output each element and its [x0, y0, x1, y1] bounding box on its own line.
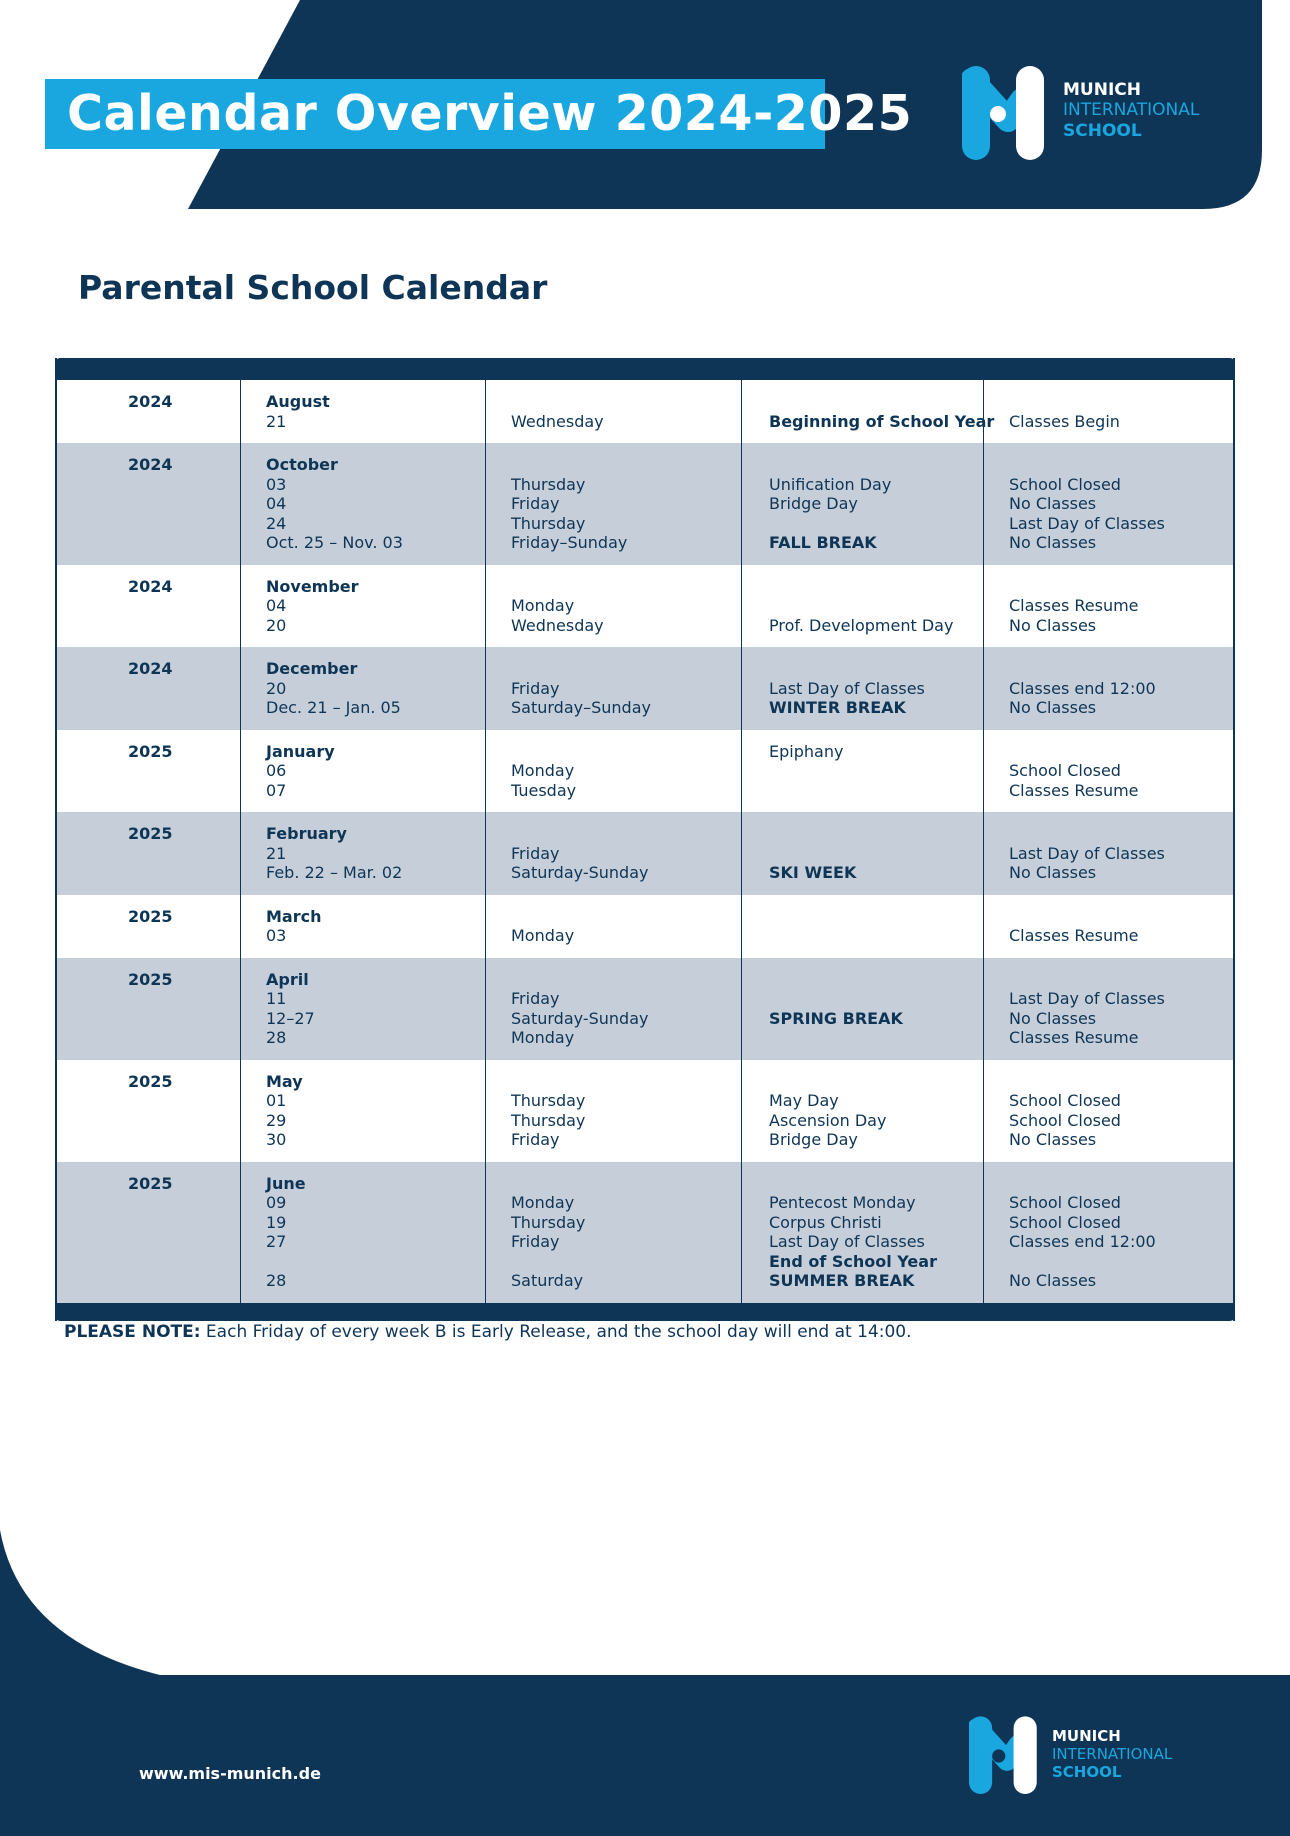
date-line: 12–27	[266, 1008, 315, 1028]
date-line: 11	[266, 989, 287, 1008]
logo-line-2: INTERNATIONAL	[1063, 100, 1200, 121]
status-line: School Closed	[1009, 1193, 1121, 1212]
status-line	[1009, 907, 1233, 927]
table-row	[57, 895, 1233, 958]
footer-logo-line-2: INTERNATIONAL	[1052, 1745, 1173, 1763]
event-line: WINTER BREAK	[769, 698, 906, 717]
date-line: Feb. 22 – Mar. 02	[266, 863, 403, 882]
event-line: Ascension Day	[769, 1110, 887, 1130]
table-row	[57, 730, 1233, 813]
weekday-line	[511, 1174, 741, 1194]
footer-background	[0, 1530, 1290, 1836]
date-line: 20	[266, 678, 287, 698]
year-cell: 2024	[128, 576, 173, 596]
event-line	[769, 1072, 983, 1092]
status-line: Classes Resume	[1009, 780, 1139, 800]
weekday-line: Friday–Sunday	[511, 533, 628, 552]
date-line: January	[266, 741, 335, 761]
table-row	[57, 443, 1233, 565]
event-cell	[741, 565, 983, 648]
event-line: FALL BREAK	[769, 533, 877, 552]
date-cell	[240, 730, 485, 813]
date-line: May	[266, 1071, 303, 1091]
date-line: December	[266, 659, 358, 678]
event-cell	[741, 443, 983, 565]
status-line	[1009, 1174, 1233, 1194]
weekday-line: Monday	[511, 761, 575, 780]
date-cell	[240, 958, 485, 1060]
status-line: School Closed	[1009, 761, 1121, 780]
footer-school-logo	[969, 1716, 1045, 1796]
table-top-bar	[55, 358, 1235, 380]
footer-logo-line-1: MUNICH	[1052, 1727, 1121, 1745]
date-line: 28	[266, 1028, 287, 1047]
weekday-cell	[485, 565, 741, 648]
weekday-line: Monday	[511, 926, 575, 945]
event-line: Bridge Day	[769, 1130, 858, 1149]
date-line: 20	[266, 615, 287, 635]
table-row	[57, 565, 1233, 648]
date-line: 03	[266, 474, 287, 494]
event-cell	[741, 730, 983, 813]
date-line: 09	[266, 1193, 287, 1212]
status-cell	[983, 1162, 1233, 1303]
status-cell	[983, 647, 1233, 730]
status-line: No Classes	[1009, 533, 1097, 552]
event-line	[769, 514, 983, 534]
status-line: School Closed	[1009, 1110, 1121, 1130]
year-cell: 2024	[128, 659, 173, 678]
status-line: No Classes	[1009, 698, 1097, 717]
event-line	[769, 844, 983, 864]
event-line: SKI WEEK	[769, 863, 857, 882]
date-line: 04	[266, 596, 287, 615]
weekday-line: Wednesday	[511, 615, 604, 635]
status-line: Classes end 12:00	[1009, 678, 1156, 698]
status-cell	[983, 812, 1233, 895]
weekday-line: Friday	[511, 843, 560, 863]
event-cell	[741, 1060, 983, 1162]
weekday-line: Monday	[511, 1028, 575, 1047]
table-row	[57, 647, 1233, 730]
weekday-line: Monday	[511, 596, 575, 615]
weekday-line	[511, 455, 741, 475]
event-cell	[741, 958, 983, 1060]
event-line	[769, 761, 983, 781]
weekday-line: Friday	[511, 494, 560, 513]
table-row	[57, 1162, 1233, 1303]
weekday-line: Friday	[511, 989, 560, 1008]
date-line: October	[266, 455, 338, 474]
event-line	[769, 824, 983, 844]
event-line	[769, 1028, 983, 1048]
weekday-cell	[485, 812, 741, 895]
status-line: Last Day of Classes	[1009, 843, 1165, 863]
status-cell	[983, 895, 1233, 958]
calendar-table	[55, 358, 1235, 1321]
status-line: No Classes	[1009, 1008, 1097, 1028]
event-cell	[741, 647, 983, 730]
status-line: School Closed	[1009, 474, 1121, 494]
event-line: Last Day of Classes	[769, 678, 925, 698]
weekday-cell	[485, 730, 741, 813]
weekday-cell	[485, 647, 741, 730]
calendar-rows	[57, 380, 1233, 1303]
weekday-cell	[485, 443, 741, 565]
note	[64, 1322, 912, 1342]
weekday-cell	[485, 380, 741, 443]
status-line: School Closed	[1009, 1212, 1121, 1232]
status-line: School Closed	[1009, 1091, 1121, 1110]
status-cell	[983, 730, 1233, 813]
status-line: No Classes	[1009, 1271, 1097, 1290]
status-line: No Classes	[1009, 494, 1097, 513]
date-line: 03	[266, 926, 287, 945]
status-line: Classes Resume	[1009, 926, 1139, 945]
weekday-line: Thursday	[511, 1212, 586, 1232]
status-cell	[983, 565, 1233, 648]
weekday-line	[511, 970, 741, 990]
weekday-line: Monday	[511, 1193, 575, 1212]
weekday-cell	[485, 1162, 741, 1303]
date-line: 29	[266, 1110, 287, 1130]
weekday-line	[511, 659, 741, 679]
event-line	[769, 926, 983, 946]
status-line	[1009, 392, 1233, 412]
status-line	[1009, 1252, 1233, 1272]
year-cell: 2025	[128, 1071, 173, 1091]
logo-wordmark	[1063, 80, 1199, 141]
year-cell: 2025	[128, 906, 173, 926]
year-cell: 2025	[128, 741, 173, 761]
status-cell	[983, 380, 1233, 443]
date-line: April	[266, 969, 309, 989]
weekday-line: Friday	[511, 678, 560, 698]
date-line: 28	[266, 1271, 287, 1290]
table-row	[57, 812, 1233, 895]
weekday-line: Saturday	[511, 1271, 584, 1290]
weekday-cell	[485, 895, 741, 958]
date-cell	[240, 895, 485, 958]
date-cell	[240, 812, 485, 895]
status-line: No Classes	[1009, 1130, 1097, 1149]
event-line: Last Day of Classes	[769, 1232, 925, 1251]
weekday-line: Saturday-Sunday	[511, 1008, 649, 1028]
status-line	[1009, 742, 1233, 762]
event-line: SUMMER BREAK	[769, 1271, 915, 1290]
date-cell	[240, 380, 485, 443]
table-row	[57, 1060, 1233, 1162]
date-line: 30	[266, 1130, 287, 1149]
status-cell	[983, 1060, 1233, 1162]
table-bottom-bar	[55, 1303, 1235, 1321]
weekday-line	[511, 824, 741, 844]
event-line: End of School Year	[769, 1251, 937, 1271]
status-line: Classes Resume	[1009, 1028, 1139, 1047]
date-line: 04	[266, 494, 287, 513]
date-cell	[240, 1162, 485, 1303]
weekday-cell	[485, 958, 741, 1060]
date-line	[266, 1252, 485, 1272]
weekday-line	[511, 907, 741, 927]
weekday-line	[511, 392, 741, 412]
event-line: Corpus Christi	[769, 1212, 882, 1232]
event-line	[769, 781, 983, 801]
note-label: PLEASE NOTE:	[64, 1322, 201, 1342]
status-line	[1009, 659, 1233, 679]
event-line	[769, 907, 983, 927]
date-line: June	[266, 1173, 306, 1193]
date-line: 07	[266, 780, 287, 800]
date-line: Oct. 25 – Nov. 03	[266, 533, 403, 552]
event-line	[769, 392, 983, 412]
event-line: Prof. Development Day	[769, 615, 954, 635]
date-line: 27	[266, 1232, 287, 1251]
status-line: Last Day of Classes	[1009, 513, 1165, 533]
date-line: November	[266, 576, 359, 596]
status-line: Classes Begin	[1009, 411, 1120, 431]
date-cell	[240, 443, 485, 565]
status-line: Last Day of Classes	[1009, 989, 1165, 1008]
event-line: May Day	[769, 1091, 839, 1110]
date-line: Dec. 21 – Jan. 05	[266, 698, 401, 717]
event-line: Unification Day	[769, 474, 892, 494]
weekday-line: Wednesday	[511, 411, 604, 431]
weekday-line: Friday	[511, 1232, 560, 1251]
year-cell: 2025	[128, 824, 173, 843]
note-text: Each Friday of every week B is Early Release, and the school day will end at 14:00.	[200, 1322, 912, 1342]
event-cell	[741, 895, 983, 958]
website-link[interactable]: www.mis-munich.de	[139, 1764, 321, 1783]
weekday-line: Saturday-Sunday	[511, 863, 649, 882]
footer-logo-wordmark	[1052, 1727, 1172, 1781]
weekday-line: Tuesday	[511, 780, 577, 800]
year-cell: 2025	[128, 1173, 173, 1193]
school-logo	[962, 66, 1054, 162]
event-line: Bridge Day	[769, 494, 858, 513]
status-line: Classes end 12:00	[1009, 1232, 1156, 1251]
status-cell	[983, 958, 1233, 1060]
page-title: Calendar Overview 2024-2025	[45, 79, 825, 149]
date-line: February	[266, 824, 347, 843]
status-line	[1009, 970, 1233, 990]
table-row	[57, 380, 1233, 443]
date-cell	[240, 565, 485, 648]
status-line	[1009, 455, 1233, 475]
date-cell	[240, 647, 485, 730]
section-title: Parental School Calendar	[78, 268, 548, 307]
date-line: 01	[266, 1091, 287, 1110]
date-line: March	[266, 906, 322, 926]
logo-line-1: MUNICH	[1063, 80, 1141, 100]
event-line: Beginning of School Year	[769, 411, 995, 431]
date-line: 19	[266, 1212, 287, 1232]
weekday-line: Thursday	[511, 474, 586, 494]
footer-logo-line-3: SCHOOL	[1052, 1763, 1122, 1781]
weekday-line	[511, 742, 741, 762]
status-line	[1009, 1072, 1233, 1092]
event-line	[769, 577, 983, 597]
weekday-line	[511, 577, 741, 597]
date-cell	[240, 1060, 485, 1162]
event-line	[769, 455, 983, 475]
year-cell: 2024	[128, 455, 173, 474]
status-line	[1009, 577, 1233, 597]
event-line: Epiphany	[769, 741, 844, 761]
weekday-line	[511, 1072, 741, 1092]
year-cell: 2024	[128, 392, 173, 411]
logo-line-3: SCHOOL	[1063, 120, 1142, 141]
weekday-line: Friday	[511, 1130, 560, 1149]
event-cell	[741, 380, 995, 443]
weekday-line: Thursday	[511, 1110, 586, 1130]
event-line	[769, 1174, 983, 1194]
event-line: SPRING BREAK	[769, 1008, 903, 1028]
date-line: 21	[266, 411, 287, 431]
weekday-line: Thursday	[511, 1091, 586, 1110]
status-cell	[983, 443, 1233, 565]
status-line: Classes Resume	[1009, 596, 1139, 615]
status-line: No Classes	[1009, 863, 1097, 882]
status-line	[1009, 824, 1233, 844]
date-line: 21	[266, 843, 287, 863]
event-line	[769, 970, 983, 990]
event-line	[769, 989, 983, 1009]
weekday-line: Saturday–Sunday	[511, 698, 651, 717]
weekday-line	[511, 1252, 741, 1272]
event-line	[769, 659, 983, 679]
status-line: No Classes	[1009, 615, 1097, 635]
table-row	[57, 958, 1233, 1060]
event-line	[769, 596, 983, 616]
date-line: August	[266, 392, 330, 411]
weekday-line: Thursday	[511, 513, 586, 533]
event-cell	[741, 812, 983, 895]
year-cell: 2025	[128, 969, 173, 989]
date-line: 06	[266, 761, 287, 780]
weekday-cell	[485, 1060, 741, 1162]
event-line: Pentecost Monday	[769, 1193, 916, 1212]
event-cell	[741, 1162, 983, 1303]
date-line: 24	[266, 513, 287, 533]
